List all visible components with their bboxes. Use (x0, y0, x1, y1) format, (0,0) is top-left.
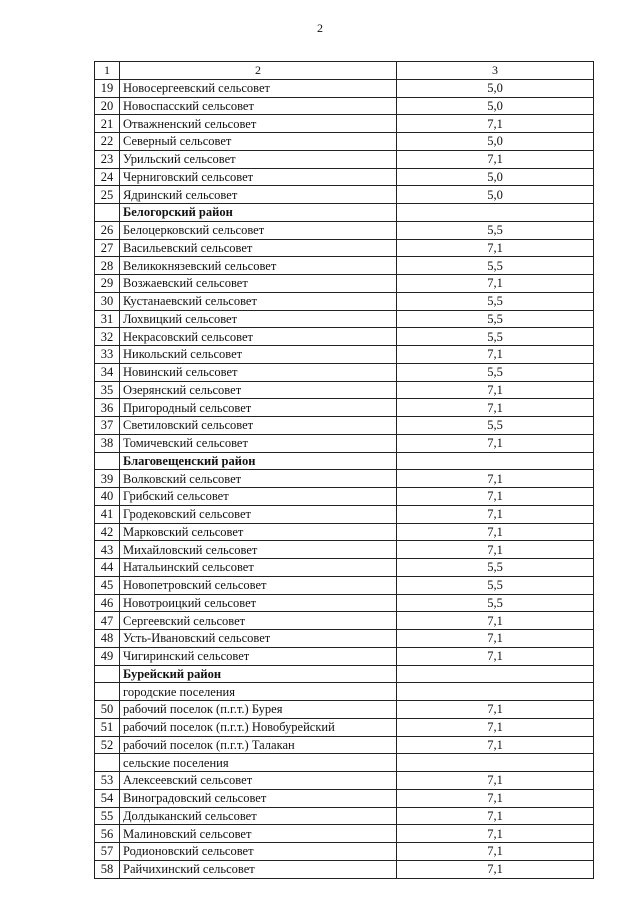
row-name: Михайловский сельсовет (120, 541, 397, 559)
row-value (397, 452, 594, 470)
table-row (95, 470, 594, 488)
row-value: 7,1 (397, 612, 594, 630)
table-row (95, 825, 594, 843)
row-name: Озерянский сельсовет (120, 381, 397, 399)
row-number: 34 (95, 363, 120, 381)
header-col-3: 3 (397, 62, 594, 80)
table-row (95, 807, 594, 825)
row-name: Возжаевский сельсовет (120, 275, 397, 293)
row-number: 27 (95, 239, 120, 257)
row-name: городские поселения (120, 683, 397, 701)
row-value: 5,5 (397, 559, 594, 577)
row-number: 23 (95, 150, 120, 168)
table-row (95, 505, 594, 523)
row-name: Новопетровский сельсовет (120, 576, 397, 594)
row-value: 5,0 (397, 97, 594, 115)
row-number: 49 (95, 647, 120, 665)
row-number: 22 (95, 133, 120, 151)
row-name: Новоспасский сельсовет (120, 97, 397, 115)
row-value: 7,1 (397, 647, 594, 665)
row-value: 7,1 (397, 346, 594, 364)
row-name: Бурейский район (120, 665, 397, 683)
table-row (95, 133, 594, 151)
row-name: рабочий поселок (п.г.т.) Новобурейский (120, 718, 397, 736)
row-value: 7,1 (397, 789, 594, 807)
row-number: 42 (95, 523, 120, 541)
row-value: 7,1 (397, 843, 594, 861)
row-number: 33 (95, 346, 120, 364)
table-row (95, 168, 594, 186)
row-value: 5,5 (397, 292, 594, 310)
table-row (95, 239, 594, 257)
row-name: Новотроицкий сельсовет (120, 594, 397, 612)
row-number: 21 (95, 115, 120, 133)
row-value: 7,1 (397, 488, 594, 506)
row-number: 31 (95, 310, 120, 328)
row-value: 7,1 (397, 115, 594, 133)
row-value: 7,1 (397, 523, 594, 541)
row-name: Малиновский сельсовет (120, 825, 397, 843)
district-heading-row (95, 204, 594, 222)
row-value: 5,0 (397, 79, 594, 97)
row-value: 7,1 (397, 470, 594, 488)
row-name: Волковский сельсовет (120, 470, 397, 488)
table-row (95, 381, 594, 399)
row-name: Сергеевский сельсовет (120, 612, 397, 630)
row-value: 7,1 (397, 825, 594, 843)
row-number: 32 (95, 328, 120, 346)
row-number: 38 (95, 434, 120, 452)
row-number: 57 (95, 843, 120, 861)
row-value (397, 204, 594, 222)
row-value: 5,5 (397, 221, 594, 239)
row-number: 52 (95, 736, 120, 754)
row-name: Томичевский сельсовет (120, 434, 397, 452)
row-value: 5,5 (397, 257, 594, 275)
row-value: 7,1 (397, 701, 594, 719)
header-col-2: 2 (120, 62, 397, 80)
settlement-type-row (95, 683, 594, 701)
row-number: 40 (95, 488, 120, 506)
table-row (95, 417, 594, 435)
row-number: 20 (95, 97, 120, 115)
row-value (397, 665, 594, 683)
row-name: Великокнязевский сельсовет (120, 257, 397, 275)
row-value: 5,5 (397, 363, 594, 381)
table-row (95, 772, 594, 790)
row-value: 7,1 (397, 399, 594, 417)
row-number: 53 (95, 772, 120, 790)
row-value: 7,1 (397, 718, 594, 736)
row-name: Белоцерковский сельсовет (120, 221, 397, 239)
table-row (95, 559, 594, 577)
row-number (95, 754, 120, 772)
row-value: 5,5 (397, 576, 594, 594)
row-number (95, 683, 120, 701)
row-name: Никольский сельсовет (120, 346, 397, 364)
row-number: 58 (95, 860, 120, 878)
row-value: 7,1 (397, 150, 594, 168)
row-number (95, 452, 120, 470)
row-number: 43 (95, 541, 120, 559)
row-name: Благовещенский район (120, 452, 397, 470)
row-name: Усть-Ивановский сельсовет (120, 630, 397, 648)
row-name: Черниговский сельсовет (120, 168, 397, 186)
table-row (95, 647, 594, 665)
table-row (95, 718, 594, 736)
settlement-type-row (95, 754, 594, 772)
row-number: 44 (95, 559, 120, 577)
row-value: 7,1 (397, 505, 594, 523)
district-heading-row (95, 452, 594, 470)
row-name: Долдыканский сельсовет (120, 807, 397, 825)
row-number: 54 (95, 789, 120, 807)
row-number (95, 665, 120, 683)
row-name: Васильевский сельсовет (120, 239, 397, 257)
row-number: 25 (95, 186, 120, 204)
table-row (95, 541, 594, 559)
row-value: 7,1 (397, 275, 594, 293)
table-row (95, 97, 594, 115)
table-row (95, 576, 594, 594)
row-name: сельские поселения (120, 754, 397, 772)
table-row (95, 346, 594, 364)
table-row (95, 594, 594, 612)
table-row (95, 860, 594, 878)
row-value: 5,5 (397, 594, 594, 612)
table-row (95, 363, 594, 381)
row-name: Чигиринский сельсовет (120, 647, 397, 665)
row-number: 50 (95, 701, 120, 719)
row-name: Грибский сельсовет (120, 488, 397, 506)
row-name: Урильский сельсовет (120, 150, 397, 168)
table-row (95, 115, 594, 133)
row-number: 55 (95, 807, 120, 825)
row-number: 37 (95, 417, 120, 435)
district-heading-row (95, 665, 594, 683)
table-row (95, 434, 594, 452)
row-number: 30 (95, 292, 120, 310)
row-number (95, 204, 120, 222)
table-row (95, 292, 594, 310)
row-value: 7,1 (397, 736, 594, 754)
row-number: 19 (95, 79, 120, 97)
table-row (95, 843, 594, 861)
row-value: 5,0 (397, 168, 594, 186)
row-number: 41 (95, 505, 120, 523)
row-name: рабочий поселок (п.г.т.) Талакан (120, 736, 397, 754)
table-row (95, 630, 594, 648)
row-number: 48 (95, 630, 120, 648)
table-row (95, 701, 594, 719)
row-name: Райчихинский сельсовет (120, 860, 397, 878)
table-row (95, 612, 594, 630)
table-row (95, 736, 594, 754)
row-number: 24 (95, 168, 120, 186)
table-row (95, 523, 594, 541)
tariff-table (94, 61, 594, 879)
table-row (95, 150, 594, 168)
row-name: Пригородный сельсовет (120, 399, 397, 417)
table-row (95, 275, 594, 293)
row-number: 35 (95, 381, 120, 399)
table-row (95, 328, 594, 346)
row-number: 29 (95, 275, 120, 293)
row-name: Новинский сельсовет (120, 363, 397, 381)
table-row (95, 221, 594, 239)
row-number: 36 (95, 399, 120, 417)
row-name: Некрасовский сельсовет (120, 328, 397, 346)
row-name: Гродековский сельсовет (120, 505, 397, 523)
row-value: 5,5 (397, 417, 594, 435)
row-number: 51 (95, 718, 120, 736)
row-name: Новосергеевский сельсовет (120, 79, 397, 97)
row-name: Кустанаевский сельсовет (120, 292, 397, 310)
row-number: 56 (95, 825, 120, 843)
row-name: Северный сельсовет (120, 133, 397, 151)
row-name: рабочий поселок (п.г.т.) Бурея (120, 701, 397, 719)
table-row (95, 310, 594, 328)
page-number: 2 (317, 21, 323, 35)
table-row (95, 488, 594, 506)
row-value: 5,0 (397, 133, 594, 151)
table-row (95, 789, 594, 807)
row-number: 39 (95, 470, 120, 488)
row-name: Алексеевский сельсовет (120, 772, 397, 790)
header-col-1: 1 (95, 62, 120, 80)
row-value: 7,1 (397, 772, 594, 790)
row-value: 7,1 (397, 381, 594, 399)
row-value: 5,0 (397, 186, 594, 204)
row-value: 7,1 (397, 860, 594, 878)
row-value: 7,1 (397, 807, 594, 825)
row-name: Ядринский сельсовет (120, 186, 397, 204)
table-row (95, 257, 594, 275)
row-value: 5,5 (397, 328, 594, 346)
table-body (95, 62, 594, 879)
table-row (95, 79, 594, 97)
row-number: 47 (95, 612, 120, 630)
row-number: 28 (95, 257, 120, 275)
table-header-row (95, 62, 594, 80)
row-number: 45 (95, 576, 120, 594)
row-value: 7,1 (397, 541, 594, 559)
row-name: Лохвицкий сельсовет (120, 310, 397, 328)
row-number: 46 (95, 594, 120, 612)
table-row (95, 186, 594, 204)
row-value (397, 683, 594, 701)
row-name: Марковский сельсовет (120, 523, 397, 541)
row-value (397, 754, 594, 772)
row-value: 7,1 (397, 630, 594, 648)
row-value: 7,1 (397, 239, 594, 257)
row-value: 5,5 (397, 310, 594, 328)
row-name: Светиловский сельсовет (120, 417, 397, 435)
row-name: Натальинский сельсовет (120, 559, 397, 577)
row-value: 7,1 (397, 434, 594, 452)
row-name: Белогорский район (120, 204, 397, 222)
row-name: Родионовский сельсовет (120, 843, 397, 861)
row-name: Отважненский сельсовет (120, 115, 397, 133)
table-row (95, 399, 594, 417)
row-number: 26 (95, 221, 120, 239)
row-name: Виноградовский сельсовет (120, 789, 397, 807)
